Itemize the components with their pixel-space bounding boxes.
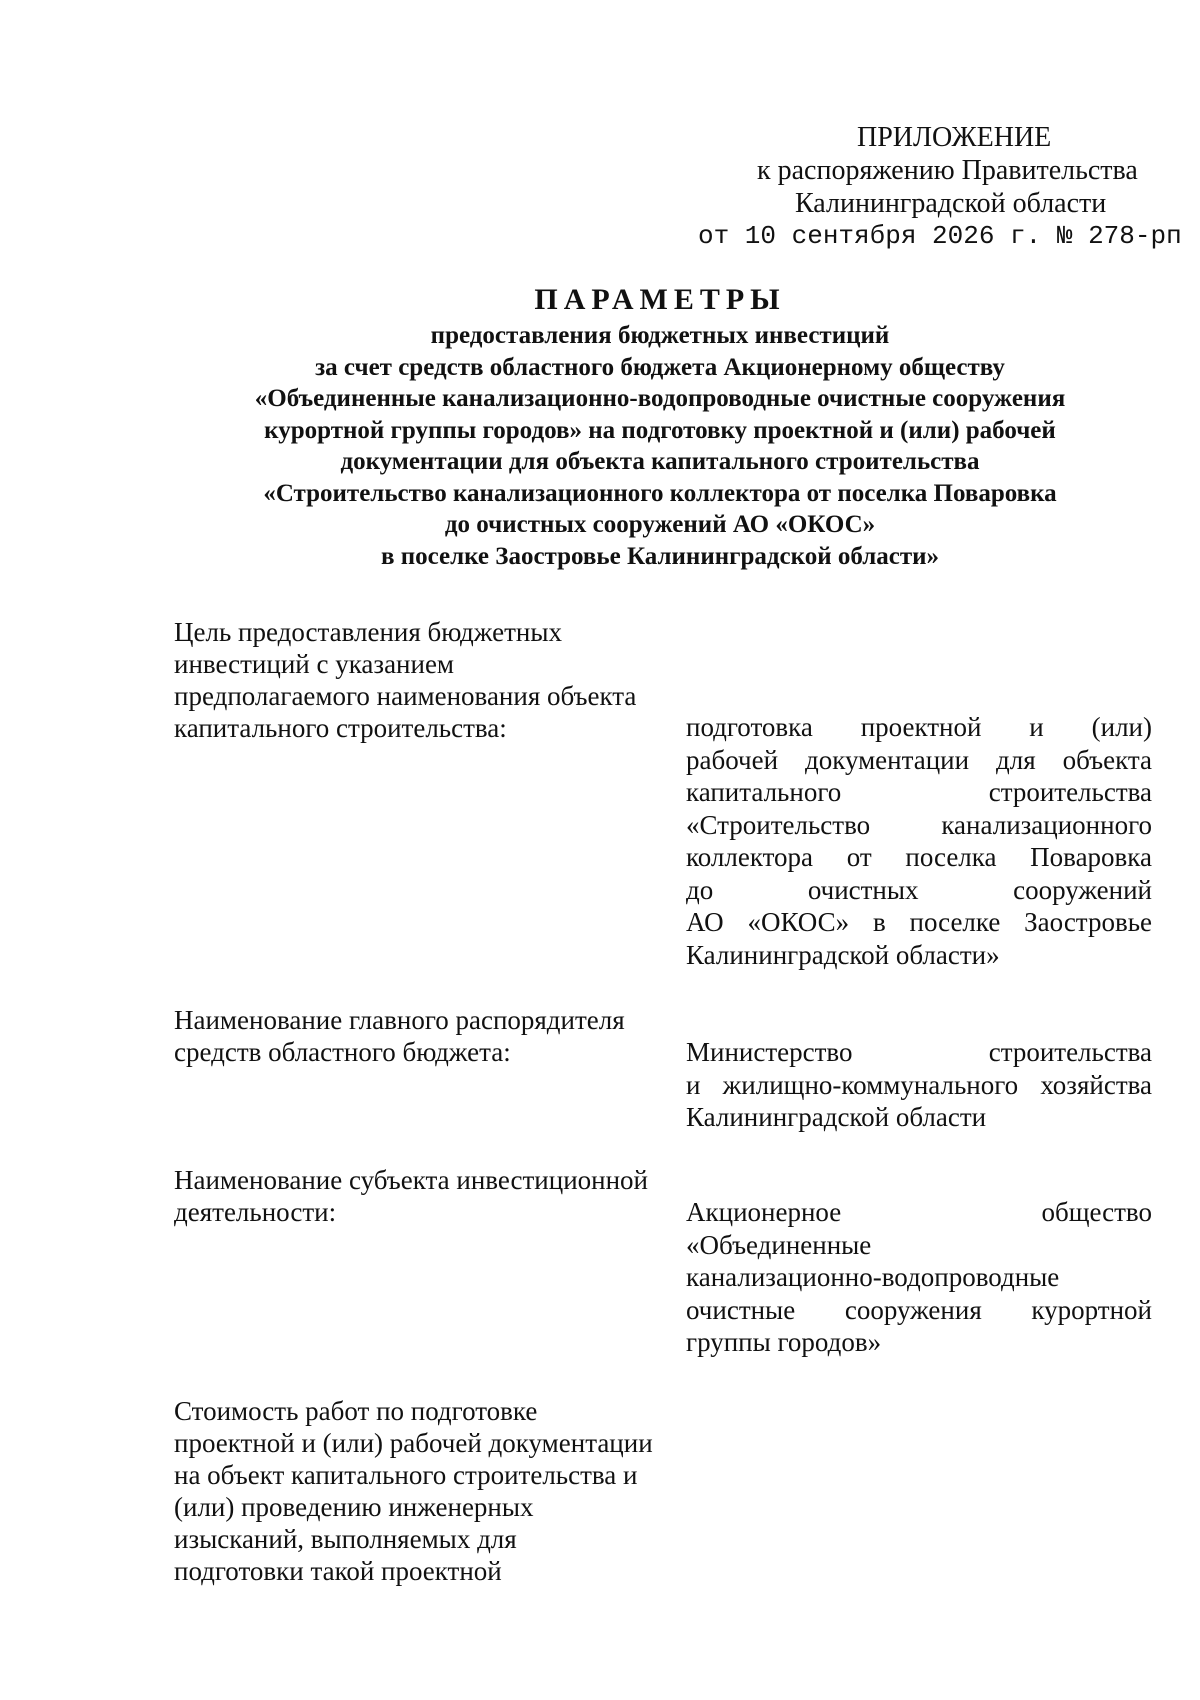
document-title: ПАРАМЕТРЫ bbox=[534, 283, 786, 316]
label-line: подготовки такой проектной bbox=[174, 1556, 502, 1586]
value-line: капитального строительства bbox=[686, 777, 1152, 807]
label-line: Цель предоставления бюджетных bbox=[174, 617, 562, 647]
subtitle-line: «Строительство канализационного коллектора от поселка Поваровка bbox=[263, 479, 1057, 507]
label-line: предполагаемого наименования объекта bbox=[174, 681, 637, 711]
value-line: Калининградской области bbox=[686, 1102, 987, 1132]
value-line: рабочей документации для объекта bbox=[686, 744, 1152, 775]
label-line: (или) проведению инженерных bbox=[174, 1492, 534, 1522]
value-line: очистные сооружения курортной bbox=[686, 1294, 1152, 1325]
label-line: Стоимость работ по подготовке bbox=[174, 1396, 538, 1426]
value-line: Акционерное общество bbox=[686, 1197, 1152, 1227]
value-line: Калининградской области» bbox=[686, 939, 1000, 970]
param-label-subject bbox=[174, 1164, 648, 1228]
param-value-purpose bbox=[686, 711, 1152, 971]
label-line: Наименование субъекта инвестиционной bbox=[174, 1165, 648, 1195]
value-line: «Объединенные bbox=[686, 1229, 872, 1260]
subtitle-line: в поселке Заостровье Калининградской области» bbox=[380, 542, 940, 570]
label-line: деятельности: bbox=[174, 1197, 337, 1227]
value-line: до очистных сооружений bbox=[686, 874, 1152, 905]
param-value-subject bbox=[686, 1196, 1152, 1359]
value-line: подготовка проектной и (или) bbox=[686, 712, 1152, 742]
param-label-cost bbox=[174, 1395, 653, 1587]
value-line: коллектора от поселка Поваровка bbox=[686, 842, 1152, 872]
label-line: средств областного бюджета: bbox=[174, 1037, 511, 1067]
subtitle-line: курортной группы городов» на подготовку проектной и (или) рабочей bbox=[264, 416, 1056, 444]
label-line: изысканий, выполняемых для bbox=[174, 1524, 517, 1554]
label-line: капитального строительства: bbox=[174, 713, 507, 743]
subtitle-line: «Объединенные канализационно-водопроводные очистные сооружения bbox=[254, 385, 1066, 412]
param-label-purpose bbox=[174, 616, 636, 744]
subtitle-line: предоставления бюджетных инвестиций bbox=[430, 322, 890, 349]
subtitle-line: за счет средств областного бюджета Акционерному обществу bbox=[315, 353, 1005, 381]
value-line: группы городов» bbox=[686, 1327, 882, 1357]
appendix-date-number: от 10 сентября 2026 г. № 278-рп bbox=[698, 221, 1182, 251]
value-line: АО «ОКОС» в поселке Заостровье bbox=[686, 907, 1152, 937]
appendix-title: ПРИЛОЖЕНИЕ bbox=[857, 122, 1052, 153]
label-line: Наименование главного распорядителя bbox=[174, 1005, 625, 1035]
label-line: на объект капитального строительства и bbox=[174, 1460, 638, 1490]
value-line: канализационно-водопроводные bbox=[686, 1262, 1060, 1292]
document-subtitle bbox=[160, 320, 1160, 572]
value-line: «Строительство канализационного bbox=[686, 809, 1152, 840]
appendix-line: Калининградской области bbox=[795, 188, 1107, 219]
param-label-administrator bbox=[174, 1004, 625, 1068]
appendix-line: к распоряжению Правительства bbox=[757, 155, 1138, 186]
param-value-administrator bbox=[686, 1036, 1152, 1134]
subtitle-line: до очистных сооружений АО «ОКОС» bbox=[444, 511, 876, 538]
label-line: проектной и (или) рабочей документации bbox=[174, 1428, 653, 1458]
subtitle-line: документации для объекта капитального строительства bbox=[340, 448, 980, 475]
value-line: и жилищно-коммунального хозяйства bbox=[686, 1069, 1152, 1100]
value-line: Министерство строительства bbox=[686, 1037, 1152, 1067]
label-line: инвестиций с указанием bbox=[174, 649, 455, 679]
